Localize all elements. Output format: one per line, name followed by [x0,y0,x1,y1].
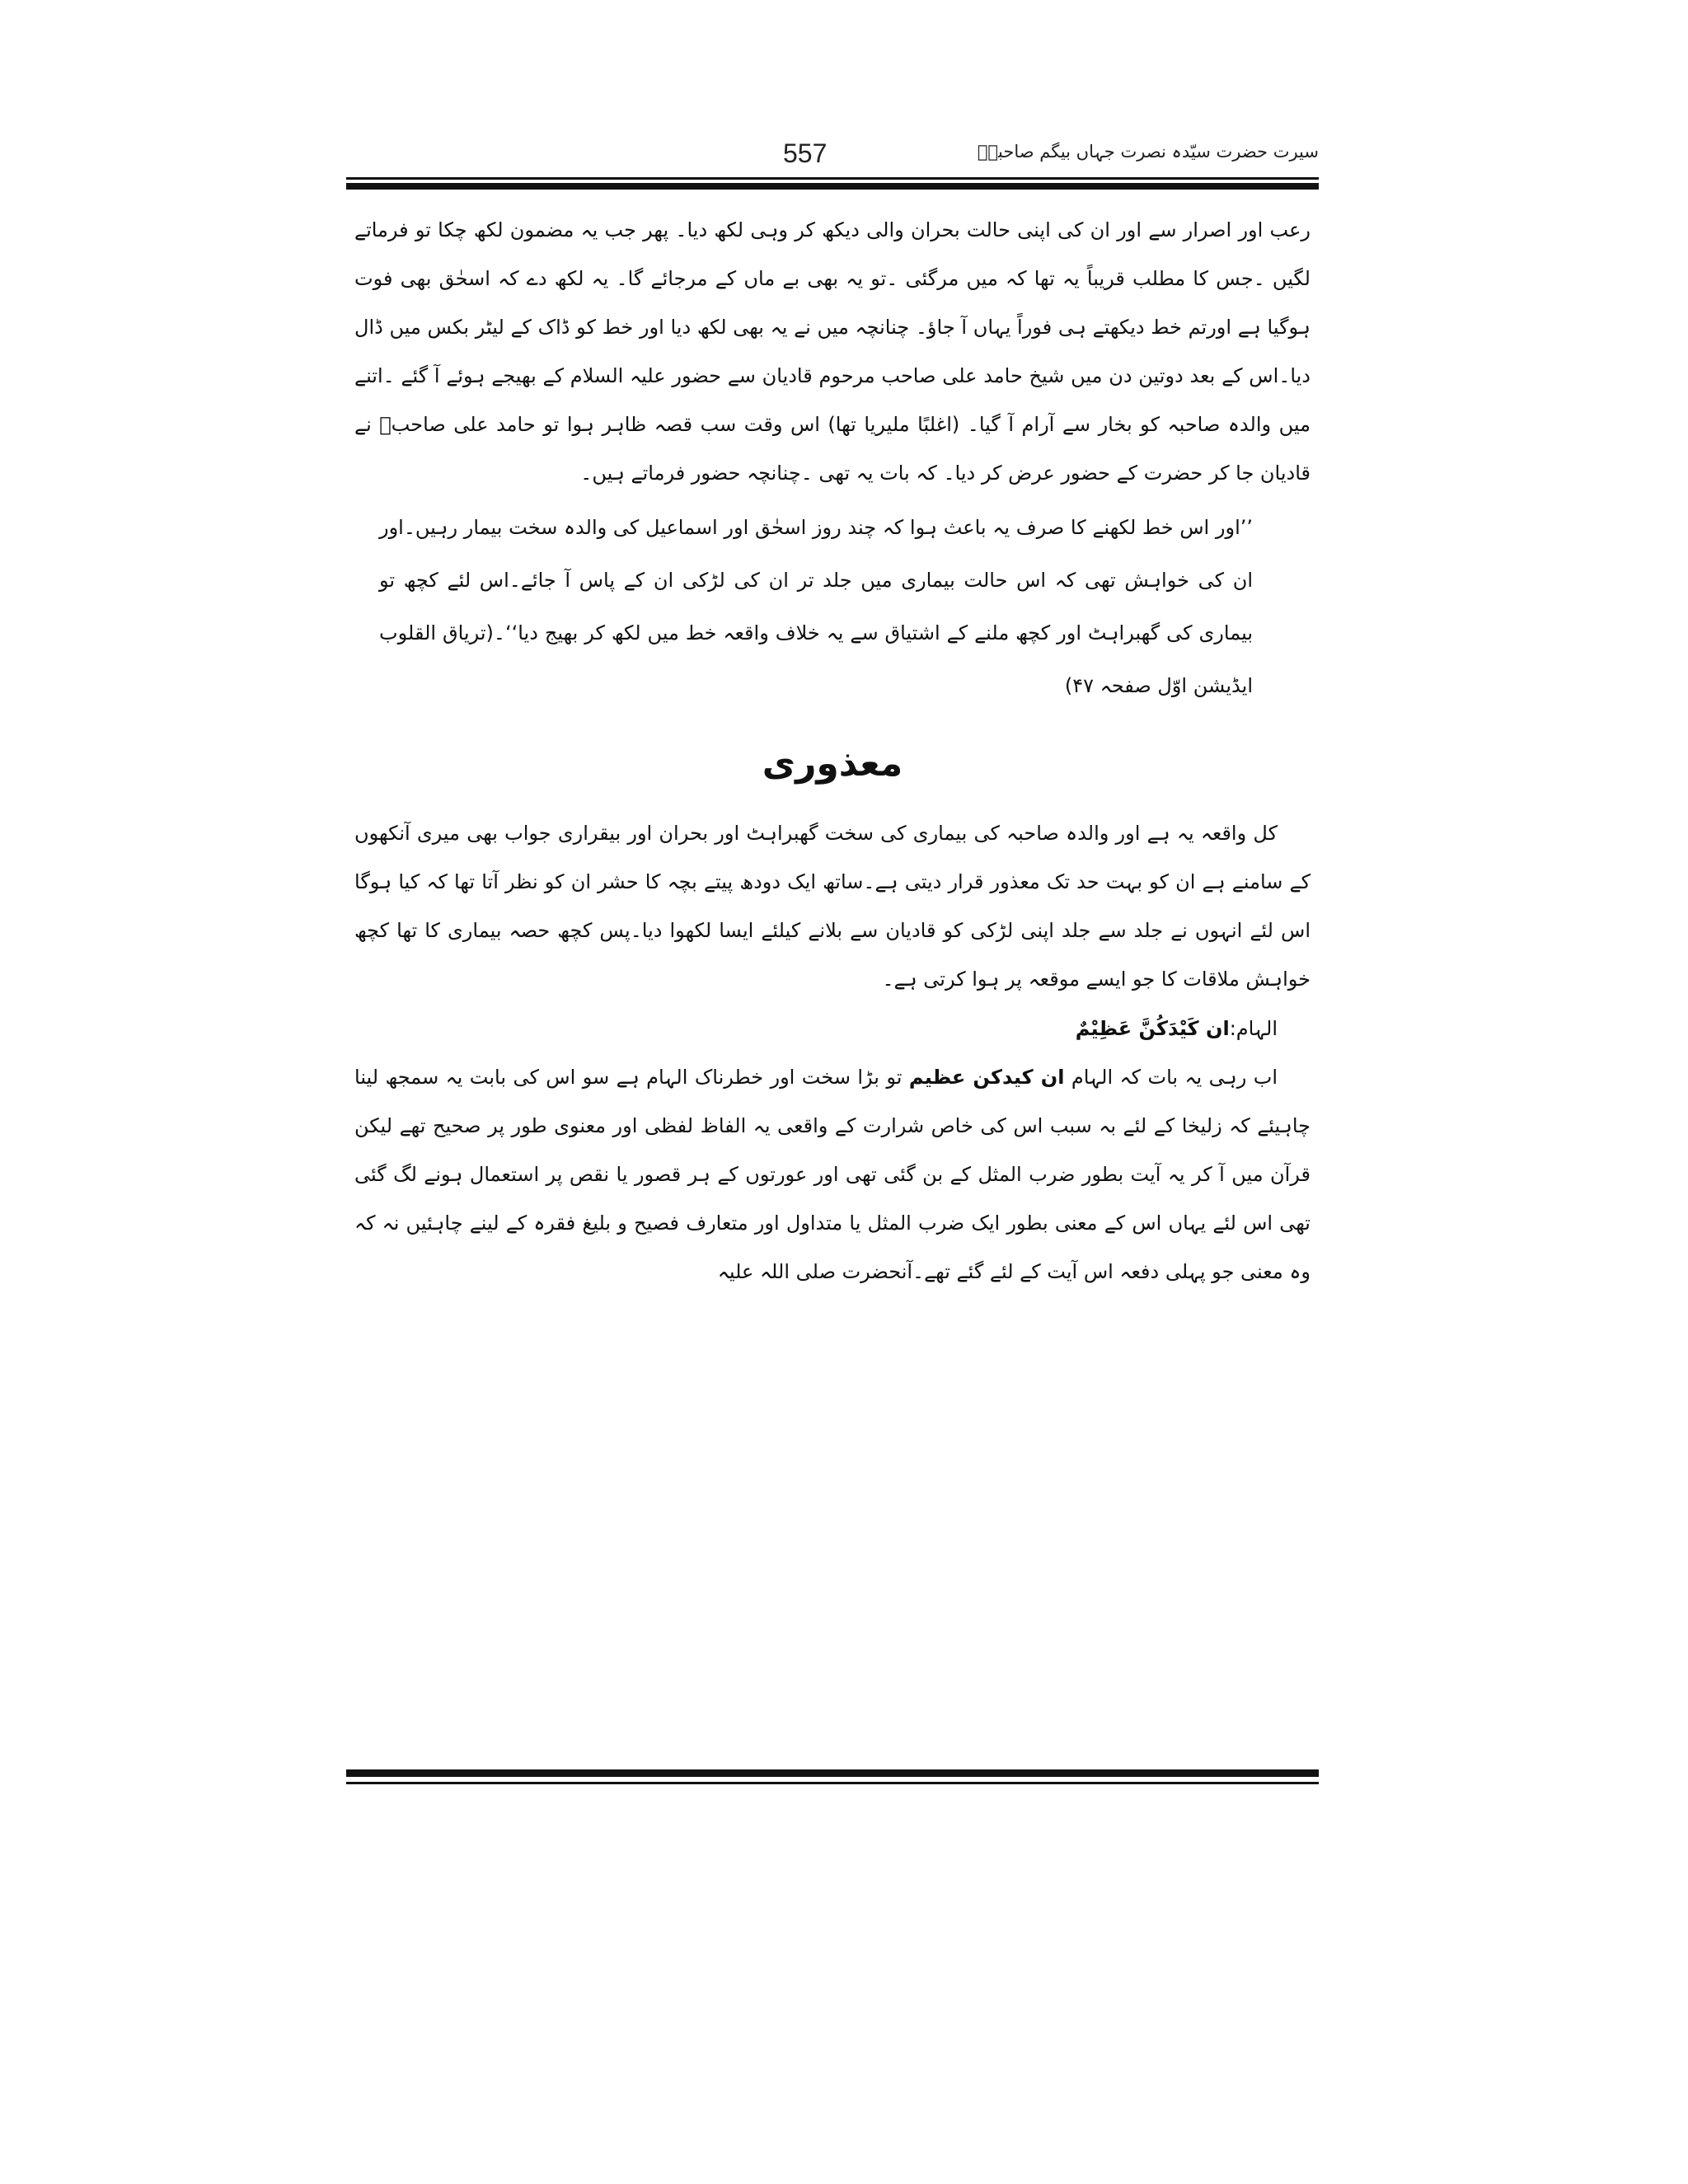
paragraph-3-phrase: ان کیدکن عظیم [908,1066,1065,1089]
paragraph-3 [354,1053,1311,1296]
block-quote: ’’اور اس خط لکھنے کا صرف یہ باعث ہوا کہ چند روز اسحٰق اور اسماعیل کی والدہ سخت بیمار رہیں۔اور ان کی خواہش تھی کہ اس حالت بیماری میں جلد تر ان کی لڑکی ان کے پاس آ جائے۔اس لئے کچھ تو بیماری کی گھبراہٹ اور کچھ ملنے کے اشتیاق سے یہ خلاف واقعہ خط میں لکھ کر بھیج دیا‘‘۔(تریاق القلوب ایڈیشن اوّل صفحہ ۴۷) [379,516,1253,697]
paragraph-2: کل واقعہ یہ ہے اور والدہ صاحبہ کی بیماری کی سخت گھبراہٹ اور بحران اور بیقراری جواب بھی میری آنکھوں کے سامنے ہے ان کو بہت حد تک معذور قرار دیتی ہے۔ساتھ ایک دودھ پیتے بچہ کا حشر ان کو نظر آتا تھا کہ کیا ہوگا اس لئے انہوں نے جلد سے جلد اپنی لڑکی کو قادیان سے بلانے کیلئے ایسا لکھوا دیا۔پس کچھ حصہ بیماری کا تھا کچھ خواہش ملاقات کا جو ایسے موقعہ پر ہوا کرتی ہے۔ [354,822,1311,991]
ilham-line [354,1004,1311,1053]
footer-rule-thick [346,1769,1319,1777]
ilham-text: ان کَیْدَکُنَّ عَظِیْمٌ [1075,1017,1230,1040]
paragraph-1: رعب اور اصرار سے اور ان کی اپنی حالت بحران والی دیکھ کر وہی لکھ دیا۔ پھر جب یہ مضمون لکھ چکا تو فرماتے لگیں ۔جس کا مطلب قریباً یہ تھا کہ میں مرگئی ۔تو یہ بھی بے ماں کے مرجائے گا۔ یہ لکھ دے کہ اسحٰق بھی فوت ہوگیا ہے اورتم خط دیکھتے ہی فوراً یہاں آ جاؤ۔ چنانچہ میں نے یہ بھی لکھ دیا اور خط کو ڈاک کے لیٹر بکس میں ڈال دیا۔اس کے بعد دوتین دن میں شیخ حامد علی صاحب مرحوم قادیان سے حضور علیہ السلام کے بھیجے ہوئے آ گئے ۔اتنے میں والدہ صاحبہ کو بخار سے آرام آ گیا۔ (اغلبًا ملیریا تھا) اس وقت سب قصہ ظاہر ہوا تو حامد علی صاحبؓ نے قادیان جا کر حضرت کے حضور عرض کر دیا۔ کہ بات یہ تھی ۔چنانچہ حضور فرماتے ہیں۔ [354,218,1311,485]
running-title: سیرت حضرت سیّدہ نصرت جہاں بیگم صاحبہؓ [977,142,1319,162]
page-body [354,206,1311,1755]
header-rule-thin [346,177,1319,180]
ilham-label: الہام: [1229,1017,1278,1040]
header-rule-thick [346,183,1319,190]
section-heading: معذوری [762,743,903,785]
paragraph-3-rest: تو بڑا سخت اور خطرناک الہام ہے سو اس کی بابت یہ سمجھ لینا چاہیئے کہ زلیخا کے لئے بہ سبب اس کی خاص شرارت کے واقعی یہ الفاظ لفظی اور معنوی طور پر صحیح تھے لیکن قرآن میں آ کر یہ آیت بطور ضرب المثل کے بن گئی تھی اور عورتوں کے ہر قصور یا نقص پر استعمال ہونے لگ گئی تھی اس لئے یہاں اس کے معنی بطور ایک ضرب المثل یا متداول اور متعارف فصیح و بلیغ فقرہ کے لینے چاہئیں نہ کہ وہ معنی جو پہلی دفعہ اس آیت کے لئے گئے تھے۔آنحضرت صلی اللہ علیہ [354,1066,1311,1283]
paragraph-3-start: اب رہی یہ بات کہ الہام [1064,1066,1278,1089]
footer-rule-thin [346,1782,1319,1784]
page-header [346,138,1319,171]
page-number: 557 [783,138,828,168]
